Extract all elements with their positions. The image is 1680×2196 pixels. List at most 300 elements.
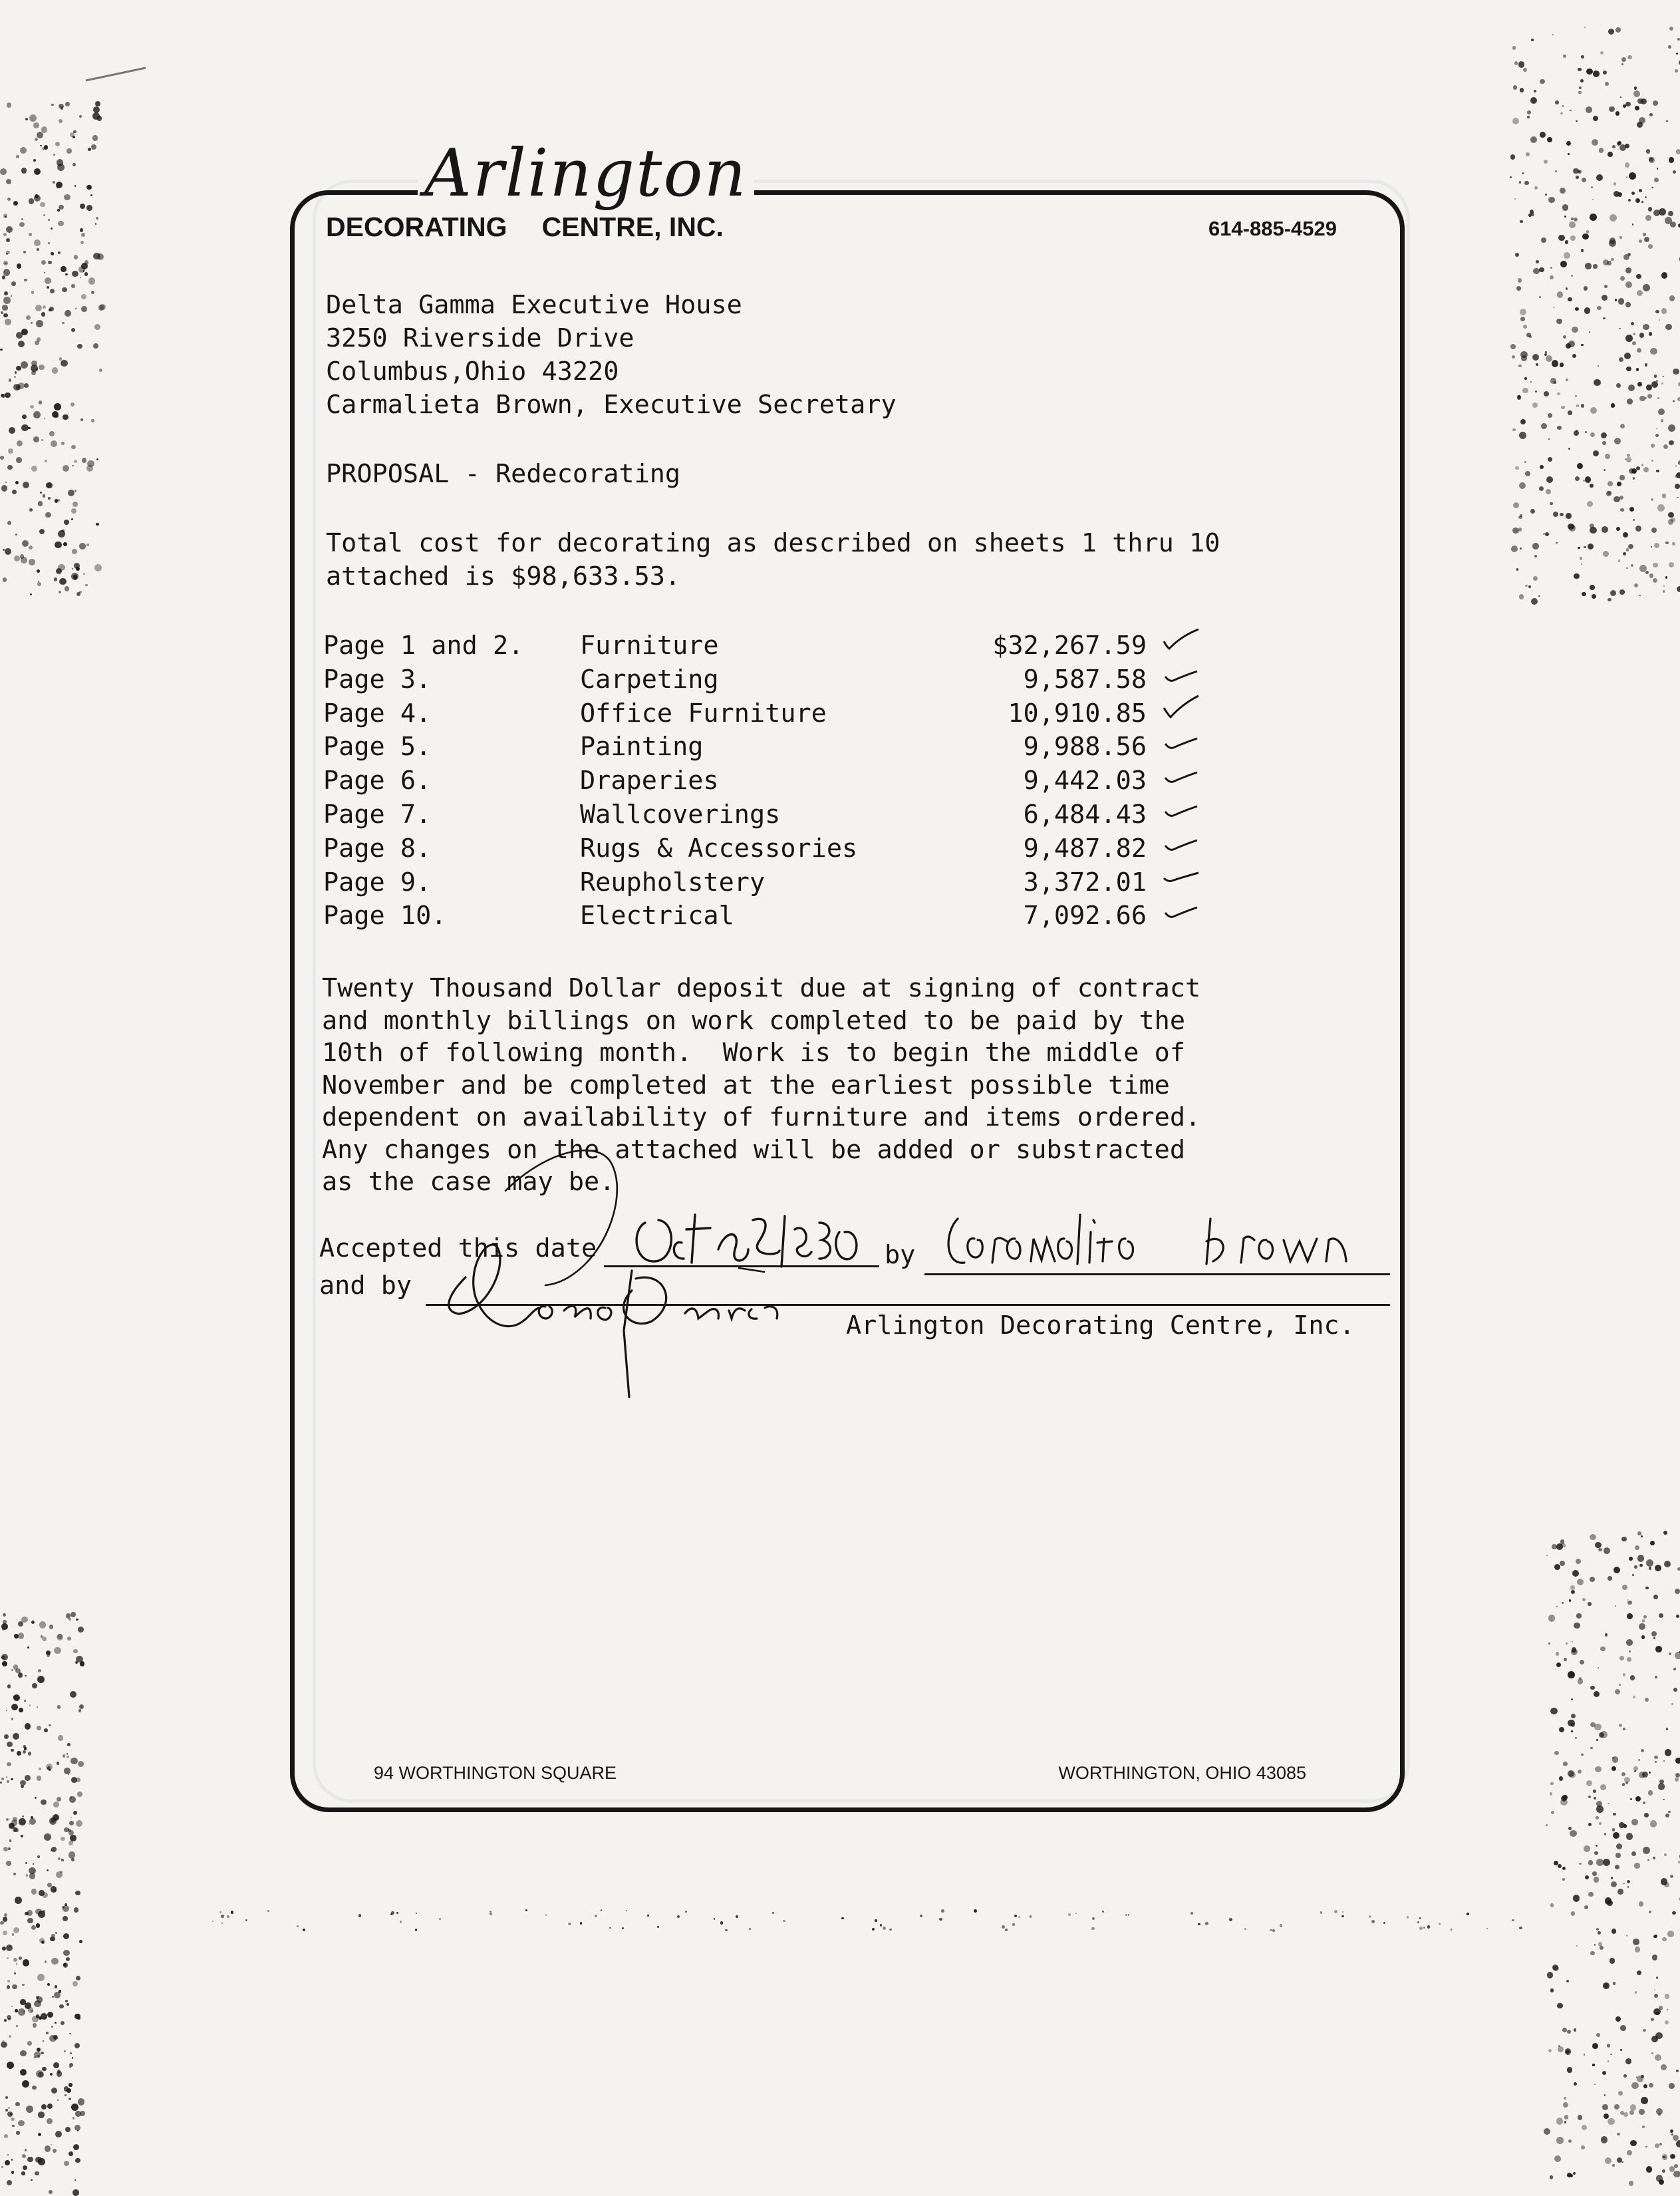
scan-speck [74,490,76,492]
scan-speck [11,1704,19,1711]
scan-speck [1675,69,1677,72]
scan-speck [25,118,28,120]
scan-speck [1583,480,1585,482]
scan-speck [1594,1944,1596,1945]
scan-speck [1608,1576,1612,1581]
scan-speck [90,194,92,196]
scan-speck [647,1915,649,1917]
scan-speck [1653,1935,1657,1939]
scan-speck [1672,542,1675,546]
scan-speck [16,2025,18,2027]
scan-speck [1645,1698,1649,1702]
scan-speck [29,559,35,565]
scan-speck [1670,2129,1673,2133]
line-item-amount: 9,487.82 [1024,832,1147,865]
scan-speck [19,1708,23,1712]
scan-speck [1600,1946,1604,1950]
scan-speck [70,402,74,406]
scan-speck [1546,1824,1548,1827]
scan-speck [1619,1724,1622,1727]
scan-speck [36,1923,40,1927]
scan-speck [54,1647,61,1654]
scan-speck [20,2069,27,2076]
scan-speck [1655,1761,1656,1762]
scan-speck [1534,90,1536,92]
scan-speck [3,261,8,265]
scan-speck [1555,170,1557,172]
scan-speck [81,294,86,299]
scan-speck [1572,1647,1577,1652]
scan-speck [54,577,58,581]
scan-speck [48,497,51,500]
scan-speck [43,2040,44,2042]
scan-speck [32,1683,37,1688]
scan-speck [1563,2102,1568,2108]
scan-speck [1593,71,1600,77]
scan-speck [1585,263,1591,269]
scan-speck [1546,489,1551,494]
scan-speck [61,1859,64,1861]
scan-speck [416,1913,417,1914]
scan-speck [69,2066,71,2068]
scan-speck [29,1818,36,1825]
scan-speck [38,501,43,506]
scan-speck [3,577,7,581]
scan-speck [32,2016,38,2022]
scan-speck [1575,1737,1577,1739]
scan-speck [1617,142,1621,146]
scan-speck [53,2062,59,2068]
checkmark-icon [1161,796,1201,822]
scan-speck [57,1705,61,1708]
scan-speck [1520,317,1525,321]
scan-speck [1643,1802,1645,1804]
scan-speck [1580,79,1584,82]
scan-speck [80,241,84,244]
scan-speck [1590,432,1595,437]
scan-speck [21,2171,25,2175]
line-item-page: Page 10. [323,899,446,933]
scan-speck [12,2125,14,2127]
scan-speck [1582,178,1586,182]
scan-speck [1673,2171,1680,2178]
scan-speck [1,485,7,491]
total-line: attached is $98,633.53. [326,560,1220,593]
scan-speck [2,305,7,310]
terms-line: 10th of following month. Work is to begin the middle of [322,1037,1200,1070]
scan-speck [883,1927,886,1930]
terms-line: and monthly billings on work completed to be paid by the [322,1005,1200,1038]
scan-speck [50,289,55,293]
scan-speck [65,2000,68,2002]
scan-speck [70,2052,72,2054]
scan-speck [358,1914,361,1917]
scan-speck [1342,1911,1343,1913]
scan-speck [1610,590,1616,596]
scan-speck [749,1928,751,1930]
scan-speck [6,1818,9,1821]
scan-speck [1620,508,1623,512]
scan-speck [1570,110,1572,112]
scan-speck [22,1815,24,1817]
scan-speck [1555,100,1558,104]
scan-speck [1609,106,1615,112]
scan-speck [13,1873,16,1875]
scan-speck [73,1649,77,1653]
scan-speck [34,168,41,175]
scan-speck [1600,1647,1606,1652]
line-item-category: Reupholstery [580,866,765,899]
scan-speck [24,1747,27,1750]
scan-speck [1623,1728,1625,1730]
scan-speck [91,291,94,294]
scan-speck [1637,1970,1641,1975]
scan-speck [1550,1708,1557,1714]
scan-speck [43,494,46,498]
scan-speck [1030,1915,1032,1918]
scan-speck [1205,1922,1208,1925]
scan-speck [1650,1820,1657,1827]
scan-speck [28,1752,31,1755]
scan-speck [1557,392,1560,396]
scan-speck [1650,1541,1655,1545]
scan-speck [1574,573,1580,579]
scan-speck [1423,1927,1425,1929]
scan-speck [1629,507,1634,512]
scan-speck [1598,1931,1601,1935]
scan-speck [1590,484,1593,487]
scan-speck [86,205,92,211]
scan-speck [86,465,93,472]
scan-speck [1520,88,1524,92]
scan-speck [1617,1889,1623,1895]
scan-speck [37,2048,41,2052]
scan-speck [6,1945,13,1951]
scan-speck [1575,395,1577,397]
scan-speck [1654,543,1659,548]
scan-speck [1649,1911,1651,1913]
scan-speck [37,1726,41,1730]
scan-speck [1068,1913,1071,1916]
scan-speck [1639,333,1644,337]
scan-speck [11,2159,13,2160]
scan-speck [1566,1643,1568,1645]
scan-speck [11,2171,14,2173]
scan-speck [3,1931,7,1935]
scan-speck [1658,2113,1661,2116]
scan-speck [1560,513,1563,516]
scan-speck [83,270,85,272]
scan-speck [1647,394,1652,398]
scan-speck [1611,1766,1616,1771]
scan-speck [97,116,102,121]
scan-speck [74,255,78,259]
scan-speck [1655,434,1659,437]
scan-speck [37,1855,41,1859]
scan-speck [1623,2074,1627,2078]
scan-speck [52,367,59,374]
scan-speck [1602,441,1606,445]
scan-speck [1645,363,1647,366]
scan-speck [18,1621,23,1627]
scan-speck [72,502,78,507]
scan-speck [1369,1915,1371,1918]
scan-speck [1598,365,1599,367]
scan-speck [1638,1759,1641,1762]
scan-speck [40,202,45,208]
scan-speck [35,2171,39,2175]
scan-speck [0,349,3,351]
scan-speck [65,273,68,276]
scan-speck [33,411,40,418]
scan-speck [545,1914,547,1916]
scan-speck [1657,504,1665,512]
scan-speck [75,2106,77,2108]
scan-speck [23,2165,27,2169]
scan-speck [35,305,42,311]
scan-speck [15,371,17,374]
scan-speck [70,1612,76,1617]
scan-speck [7,1762,11,1767]
scan-speck [1527,110,1531,114]
scan-speck [1654,375,1657,378]
scan-speck [16,2131,19,2134]
line-item-row [323,899,1201,933]
scan-speck [1625,102,1630,106]
scan-speck [1644,237,1649,242]
scan-speck [1018,1916,1020,1918]
scan-speck [16,366,21,371]
scan-speck [1607,2044,1610,2047]
scan-speck [1645,2146,1647,2148]
scan-speck [6,179,11,184]
scan-speck [1651,2036,1658,2042]
scan-speck [20,1999,25,2004]
scan-speck [64,520,69,525]
scan-speck [1649,1567,1651,1569]
scan-speck [1524,181,1529,186]
scan-speck [626,1910,627,1911]
scan-speck [1531,39,1534,41]
scan-speck [44,1728,48,1732]
scan-speck [1670,1875,1673,1878]
scan-speck [1550,1782,1553,1785]
scan-speck [9,427,15,434]
scan-speck [36,369,37,370]
scan-speck [1613,1832,1619,1839]
scan-speck [1,2166,3,2168]
scan-speck [1629,172,1636,180]
scan-speck [1663,585,1665,587]
scan-speck [1594,2084,1596,2085]
scan-speck [875,1919,877,1922]
scan-speck [1592,139,1598,146]
scan-speck [1592,1871,1597,1876]
scan-speck [15,481,19,484]
scan-speck [1568,1720,1574,1726]
scan-speck [974,1909,977,1913]
scan-speck [5,319,11,325]
scan-speck [53,1802,59,1807]
scan-speck [1676,2140,1680,2147]
scan-speck [1659,2006,1663,2010]
scan-speck [1675,1589,1680,1594]
scan-speck [1634,583,1638,587]
scan-speck [1626,567,1628,569]
scan-speck [1614,438,1621,444]
scan-speck [72,163,76,166]
scan-speck [1663,1799,1665,1801]
scan-speck [1665,2020,1669,2024]
scan-speck [1566,513,1572,519]
scan-speck [33,1863,34,1865]
company-name-part2: CENTRE, INC. [542,212,724,242]
scan-speck [7,1684,11,1688]
scan-speck [1641,98,1647,104]
scan-speck [1590,585,1595,590]
scan-speck [1601,2136,1608,2143]
scan-speck [75,308,77,310]
scan-speck [1439,1923,1441,1925]
by-label: by [885,1239,915,1272]
scan-speck [1588,1796,1591,1798]
scan-speck [48,242,50,244]
scan-speck [1600,1784,1606,1790]
scan-speck [1647,1859,1649,1861]
scan-speck [74,2043,80,2048]
scan-speck [1532,543,1539,549]
scan-speck [1567,2030,1571,2034]
scan-speck [1645,571,1649,574]
scan-speck [1621,57,1626,62]
scan-speck [1658,408,1665,415]
scan-speck [1675,1652,1680,1659]
scan-speck [1663,2156,1665,2158]
scan-speck [1649,113,1653,116]
line-item-amount: $32,267.59 [992,629,1147,663]
scan-speck [39,1890,44,1895]
scan-speck [69,2098,70,2100]
scan-speck [31,371,36,375]
scan-speck [67,1743,70,1746]
scan-speck [1643,1615,1647,1619]
scan-speck [1626,1833,1633,1840]
scan-speck [601,1909,603,1911]
scan-speck [1556,542,1557,544]
scan-speck [1613,1567,1620,1573]
scan-speck [1651,2052,1653,2054]
scan-speck [57,1634,63,1639]
scan-speck [7,521,12,526]
scan-speck [1593,450,1599,456]
scan-speck [79,1704,84,1709]
scan-speck [1518,365,1522,368]
scan-speck [1674,2164,1678,2168]
scan-speck [1631,1819,1638,1825]
scan-speck [1590,524,1594,528]
scan-speck [1520,514,1523,518]
scan-speck [1576,176,1578,178]
scan-speck [1653,1637,1655,1639]
scan-speck [1586,1780,1592,1786]
scan-speck [55,1932,57,1934]
scan-speck [25,1723,31,1730]
scan-speck [6,1710,7,1711]
scan-speck [1596,1805,1604,1813]
scan-speck [1643,467,1649,472]
scan-speck [1547,1972,1554,1978]
scan-speck [31,2179,32,2181]
checkmark-icon [1161,830,1201,856]
scan-speck [1645,215,1652,222]
scan-speck [3,1917,7,1921]
scan-speck [1585,431,1588,434]
scan-speck [75,1661,78,1664]
scan-speck [33,122,39,128]
scan-speck [1229,1918,1232,1921]
scan-speck [71,518,73,520]
scan-speck [76,1820,82,1827]
scan-speck [1631,192,1635,195]
scan-speck [1677,1567,1680,1571]
scan-speck [1562,1602,1564,1604]
scan-speck [4,2019,7,2022]
scan-speck [1665,542,1669,545]
scan-speck [1510,176,1512,178]
scan-speck [1639,1772,1645,1778]
scan-speck [1603,71,1607,75]
scan-speck [1676,149,1680,154]
scan-speck [55,414,59,418]
scan-speck [1653,210,1660,216]
scan-speck [1075,1913,1077,1915]
scan-speck [41,1800,47,1805]
line-item-amount: 3,372.01 [1024,866,1147,899]
scan-speck [1598,1548,1602,1552]
scan-speck [1554,1861,1558,1865]
scan-speck [1635,198,1640,203]
line-item-row [323,629,1201,663]
scan-speck [1588,544,1594,549]
scan-speck [872,1928,874,1930]
scan-speck [1618,298,1625,305]
scan-speck [1407,1916,1409,1919]
scan-speck [1578,68,1582,72]
company-name-part1: DECORATING [326,212,507,242]
scan-speck [67,1637,71,1641]
scan-speck [47,1983,50,1986]
scan-speck [1519,1927,1522,1929]
scan-speck [1578,547,1580,549]
scan-speck [4,1734,9,1739]
scan-speck [1568,1671,1574,1678]
scan-speck [76,567,80,571]
scan-speck [31,322,33,324]
scan-speck [1594,1691,1600,1697]
checkmark-icon [1161,728,1201,754]
scan-speck [13,1817,17,1821]
scan-speck [1602,526,1608,533]
scan-speck [1624,1777,1630,1783]
scan-speck [1558,2046,1564,2052]
scan-speck [59,357,62,360]
scan-speck [1641,1749,1644,1752]
scan-speck [1635,1991,1637,1993]
scan-speck [1590,1951,1594,1955]
scan-speck [1641,2097,1648,2104]
scan-speck [1599,1822,1602,1825]
scan-speck [45,277,51,284]
